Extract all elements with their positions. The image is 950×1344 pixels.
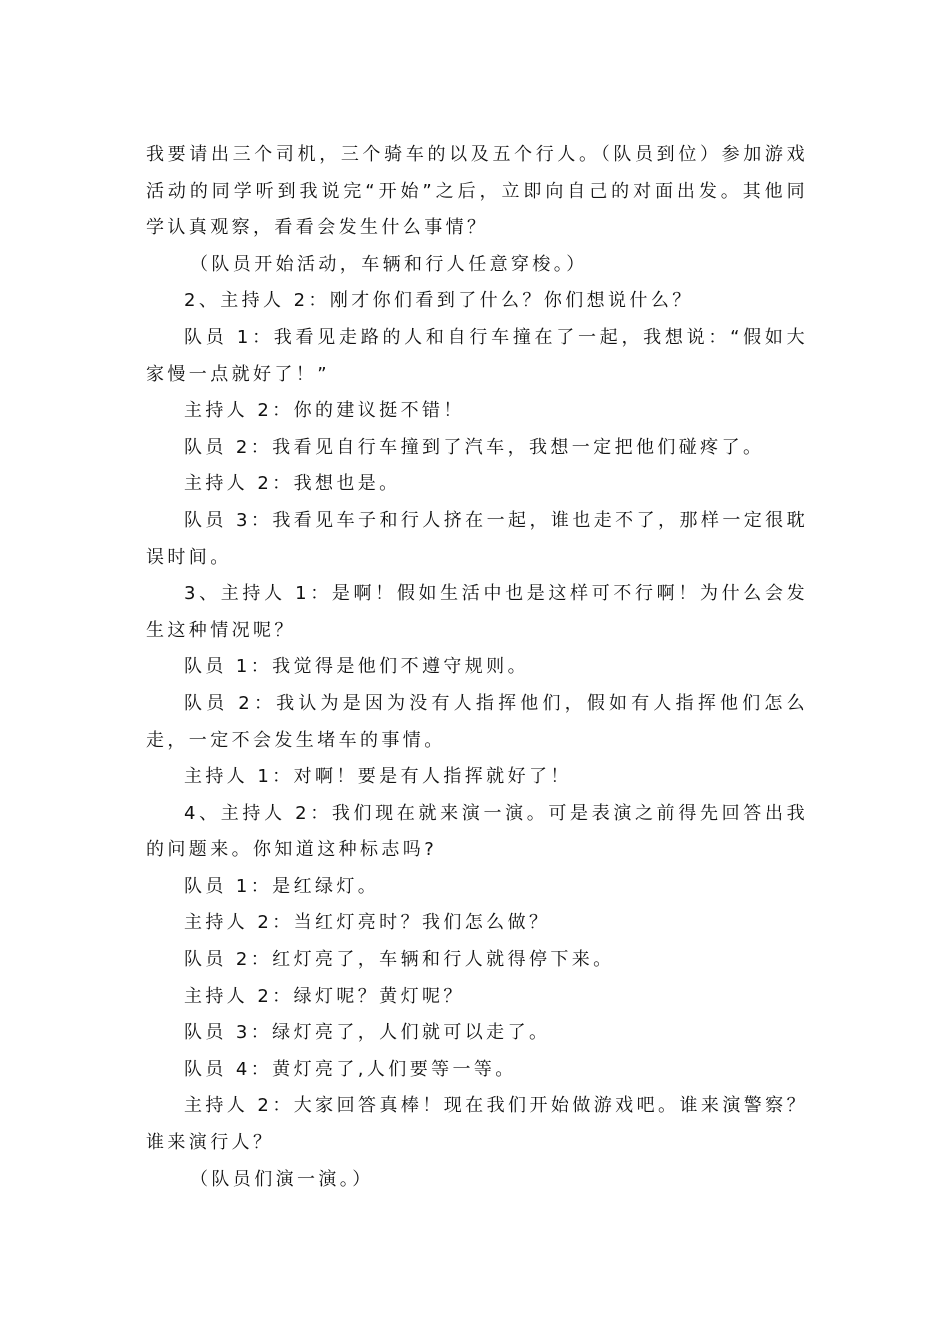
dialogue-line: 主持人 2：大家回答真棒！现在我们开始做游戏吧。谁来演警察？谁来演行人？ [146,1095,808,1154]
dialogue-line: 4、主持人 2：我们现在就来演一演。可是表演之前得先回答出我的问题来。你知道这种标志吗? [146,802,808,861]
dialogue-line: 主持人 2：你的建议挺不错！ [184,400,465,422]
dialogue-line: 队员 1：我觉得是他们不遵守规则。 [184,656,529,678]
dialogue-line: 主持人 1：对啊！要是有人指挥就好了！ [184,766,572,788]
dialogue-line: 队员 2：我看见自行车撞到了汽车，我想一定把他们碰疼了。 [184,436,765,458]
dialogue-line: 主持人 2：我想也是。 [184,473,401,495]
dialogue-line: 队员 2：红灯亮了，车辆和行人就得停下来。 [184,949,615,971]
dialogue-line: 主持人 2：绿灯呢？黄灯呢？ [184,985,465,1007]
stage-direction: （队员们演一演。） [190,1168,374,1190]
dialogue-line: 3、主持人 1：是啊！假如生活中也是这样可不行啊！为什么会发生这种情况呢？ [146,583,808,641]
dialogue-line: 队员 2：我认为是因为没有人指挥他们，假如有人指挥他们怎么走，一定不会发生堵车的事情。 [146,692,808,751]
dialogue-line: 队员 4：黄灯亮了,人们要等一等。 [184,1058,517,1080]
paragraph-intro: 我要请出三个司机，三个骑车的以及五个行人。（队员到位）参加游戏活动的同学听到我说完“开始”之后，立即向自己的对面出发。其他同学认真观察，看看会发生什么事情？ [146,144,808,239]
document-body [146,137,808,1198]
stage-direction: （队员开始活动，车辆和行人任意穿梭。） [190,253,588,275]
dialogue-line: 队员 3：我看见车子和行人挤在一起，谁也走不了，那样一定很耽误时间。 [146,509,808,568]
dialogue-line: 队员 1：是红绿灯。 [184,875,380,897]
dialogue-line: 主持人 2：当红灯亮时？我们怎么做？ [184,912,551,934]
dialogue-line: 队员 3：绿灯亮了，人们就可以走了。 [184,1022,551,1044]
dialogue-line: 2、主持人 2：刚才你们看到了什么？你们想说什么？ [184,290,694,312]
dialogue-line: 队员 1：我看见走路的人和自行车撞在了一起，我想说：“假如大家慢一点就好了！” [146,326,808,385]
